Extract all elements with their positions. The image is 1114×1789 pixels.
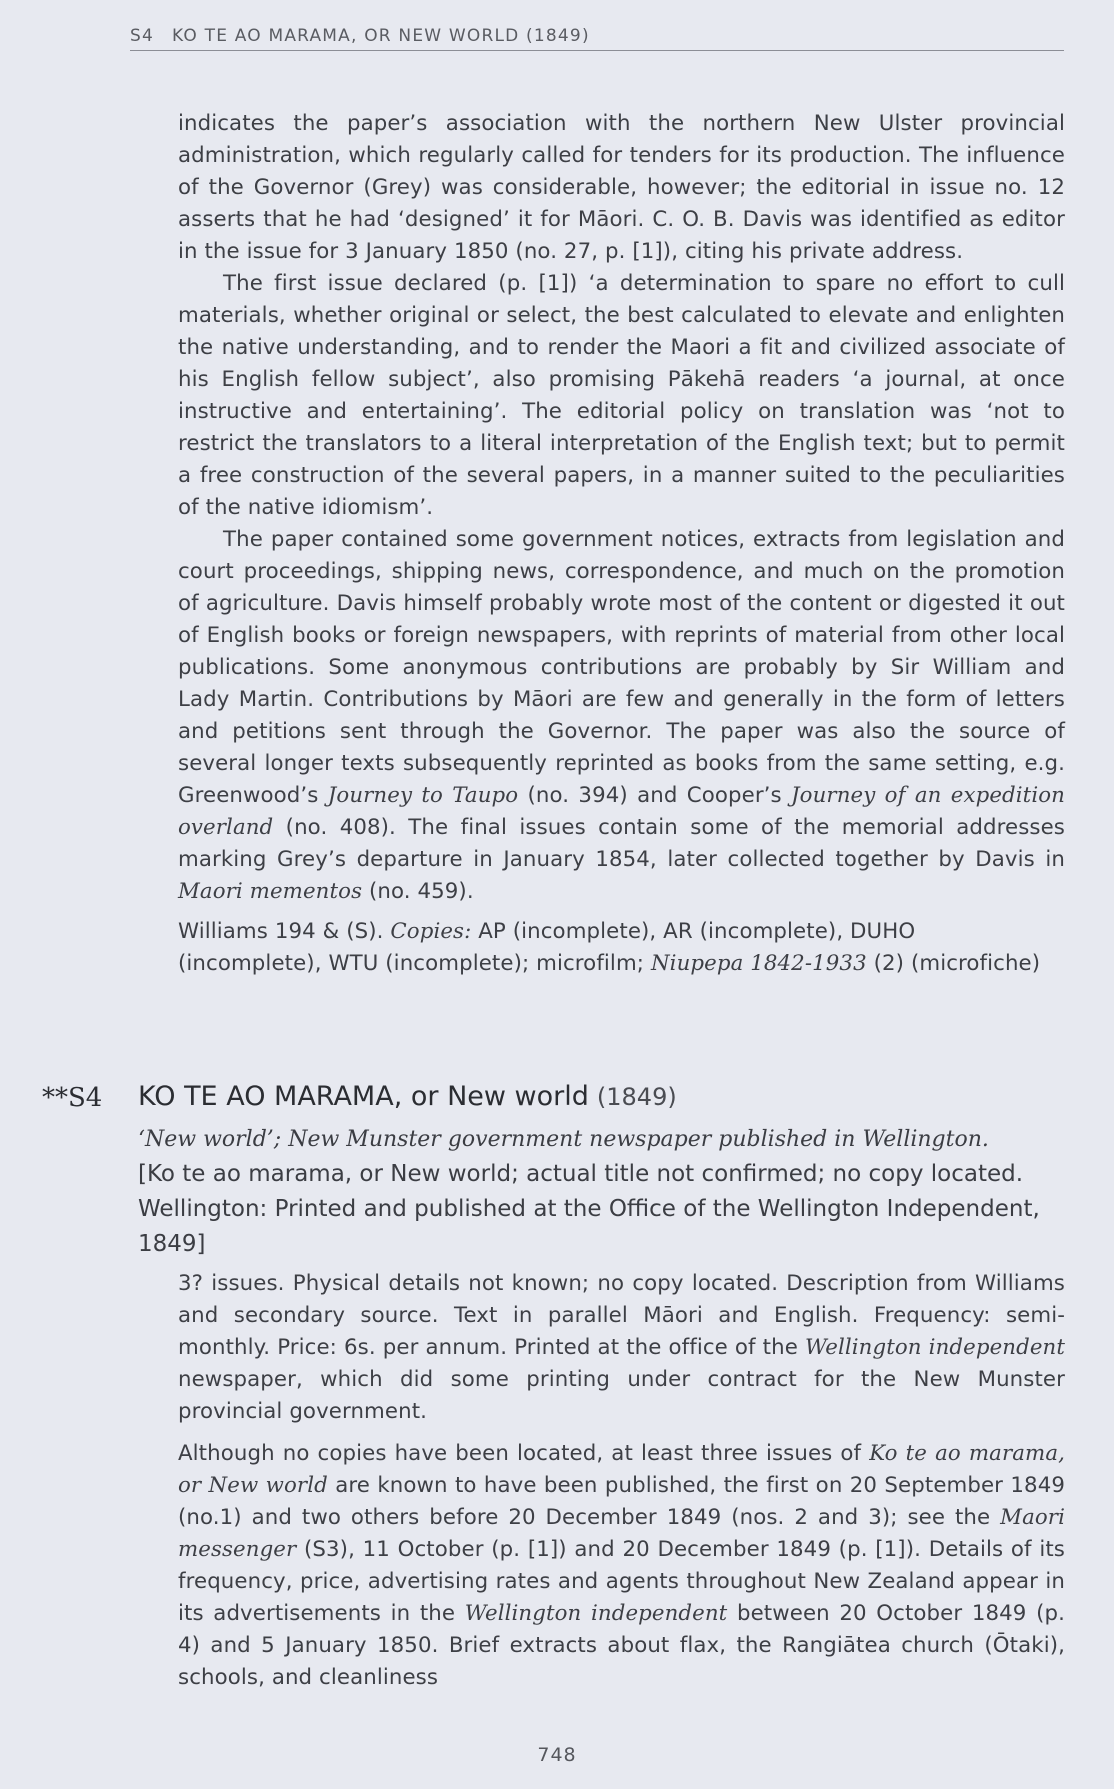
entry-imprint: [Ko te ao marama, or New world; actual title not confirmed; no copy located. Wellington: Printed and published at the Office of the Wellington Independent, 1849]	[138, 1161, 1040, 1257]
entry-body	[178, 1268, 1065, 1694]
page-number: 748	[537, 1744, 577, 1766]
entry-code: **S4	[42, 1083, 103, 1113]
paragraph-contents: The paper contained some government notices, extracts from legislation and court proceedings, shipping news, correspondence, and much on the promotion of agriculture. Davis himself probably wrote most of the content or digested it out of English books or foreign newspapers, with reprints of material from other local publications. Some anonymous contributions are probably by Sir William and Lady Martin. Contributions by Māori are few and generally in the form of letters and petitions sent through the Governor. The paper was also the source of several longer texts subsequently reprinted as books from the same setting, e.g. Greenwood’s Journey to Taupo (no. 394) and Cooper’s Journey of an expedition overland (no. 408). The final issues contain some of the memorial addresses marking Grey’s departure in January 1854, later collected together by Davis in Maori mementos (no. 459).	[178, 527, 1065, 904]
entry-title: KO TE AO MARAMA, or New world (1849)	[138, 1081, 677, 1112]
paragraph-physical-description: 3? issues. Physical details not known; no copy located. Description from Williams and secondary source. Text in parallel Māori and English. Frequency: semi-monthly. Price: 6s. per annum. Printed at the office of the Wellington independent newspaper, which did some printing under contract for the New Munster provincial government.	[178, 1271, 1065, 1424]
header-running-title: KO TE AO MARAMA, OR NEW WORLD (1849)	[172, 26, 590, 46]
copies-line: Williams 194 & (S). Copies: AP (incomplete), AR (incomplete), DUHO (incomplete), WTU (incomplete); microfilm; Niupepa 1842-1933 (2) (microfiche)	[178, 919, 1041, 976]
entry-subtitle: ‘New world’; New Munster government newspaper published in Wellington.	[138, 1127, 989, 1152]
entry-year: (1849)	[596, 1083, 677, 1111]
paragraph-first-issue: The first issue declared (p. [1]) ‘a determination to spare no effort to cull materials, whether original or select, the best calculated to elevate and enlighten the native understanding, and to render the Maori a fit and civilized associate of his English fellow subject’, also promising Pākehā readers ‘a journal, at once instructive and entertaining’. The editorial policy on translation was ‘not to restrict the translators to a literal interpretation of the English text; but to permit a free construction of the several papers, in a manner suited to the peculiarities of the native idiomism’.	[178, 271, 1065, 520]
header-entry-code: S4	[130, 26, 155, 46]
previous-entry-text	[178, 108, 1065, 980]
paragraph-association: indicates the paper’s association with the northern New Ulster provincial administration, which regularly called for tenders for its production. The influence of the Governor (Grey) was considerable, however; the editorial in issue no. 12 asserts that he had ‘designed’ it for Māori. C. O. B. Davis was identified as editor in the issue for 3 January 1850 (no. 27, p. [1]), citing his private address.	[178, 111, 1065, 264]
entry-heading-block	[138, 1122, 1068, 1262]
running-header	[130, 26, 1064, 51]
paragraph-notes: Although no copies have been located, at least three issues of Ko te ao marama, or New world are known to have been published, the first on 20 September 1849 (no.1) and two others before 20 December 1849 (nos. 2 and 3); see the Maori messenger (S3), 11 October (p. [1]) and 20 December 1849 (p. [1]). Details of its frequency, price, advertising rates and agents throughout New Zealand appear in its advertisements in the Wellington independent between 20 October 1849 (p. 4) and 5 January 1850. Brief extracts about flax, the Rangiātea church (Ōtaki), schools, and cleanliness	[178, 1441, 1065, 1690]
